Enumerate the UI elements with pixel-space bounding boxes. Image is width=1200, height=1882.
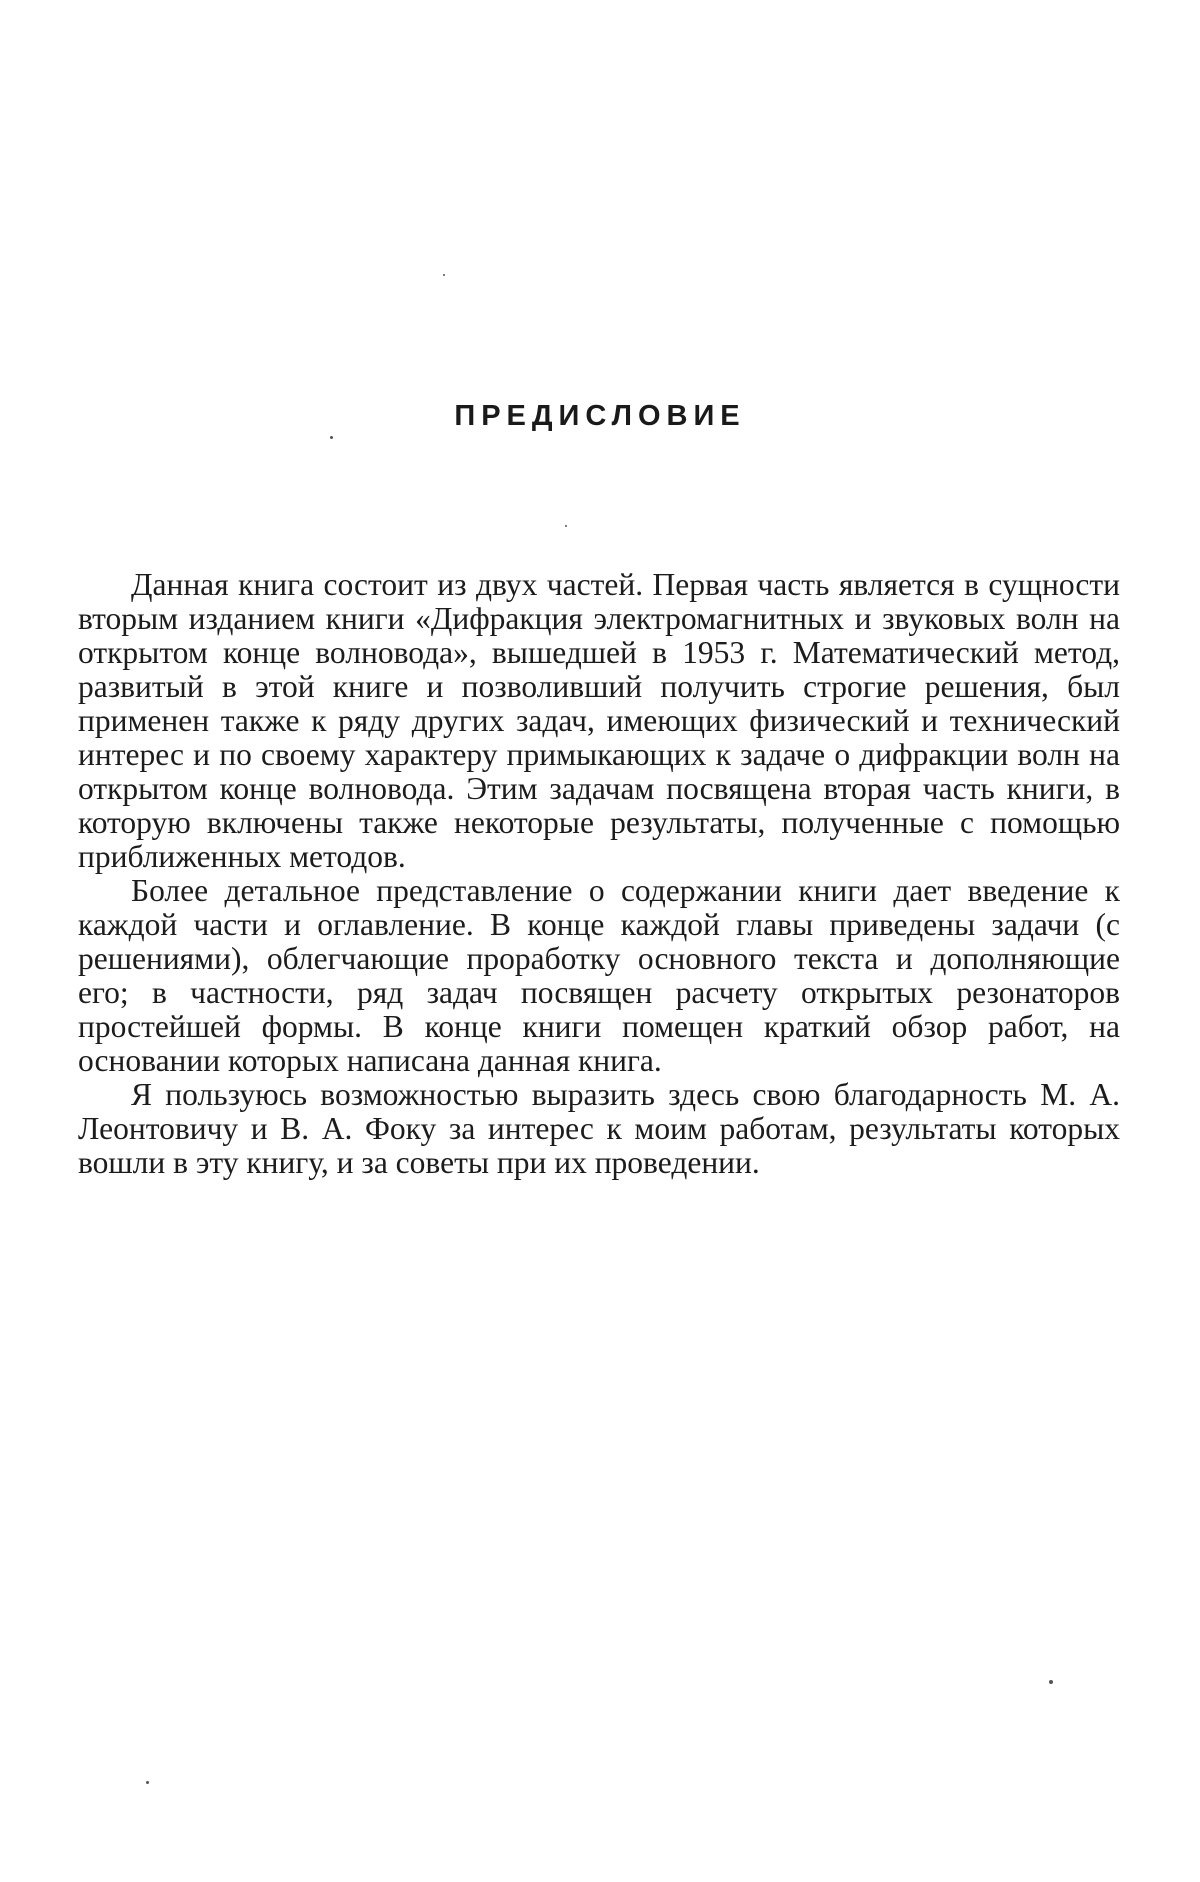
paragraph-1: Данная книга состоит из двух частей. Первая часть является в сущности вторым изданием книги «Дифракция электромагнитных и звуковых волн на открытом конце волновода», вышедшей в 1953 г. Математический метод, развитый в этой книге и позволивший получить строгие решения, был применен также к ряду других задач, имеющих физический и технический интерес и по своему характеру примыкающих к задаче о дифракции волн на открытом конце волновода. Этим задачам посвящена вторая часть книги, в которую включены также некоторые результаты, полученные с помощью приближенных методов. [78,567,1120,874]
preface-text [78,568,1120,1180]
scan-speck [330,436,333,439]
paragraph-2: Более детальное представление о содержании книги дает введение к каждой части и оглавление. В конце каждой главы приведены задачи (с решениями), облегчающие проработку основного текста и дополняющие его; в частности, ряд задач посвящен расчету открытых резонаторов простейшей формы. В конце книги помещен краткий обзор работ, на основании которых написана данная книга. [78,873,1120,1078]
scan-speck [146,1781,149,1784]
scan-speck [443,274,445,276]
paragraph-3: Я пользуюсь возможностью выразить здесь свою благодарность М. А. Леонтовичу и В. А. Фоку за интерес к моим работам, результаты которых вошли в эту книгу, и за советы при их проведении. [78,1077,1120,1180]
scan-speck [565,525,567,527]
scan-speck [1049,1680,1053,1684]
page-heading: ПРЕДИСЛОВИЕ [454,400,746,432]
